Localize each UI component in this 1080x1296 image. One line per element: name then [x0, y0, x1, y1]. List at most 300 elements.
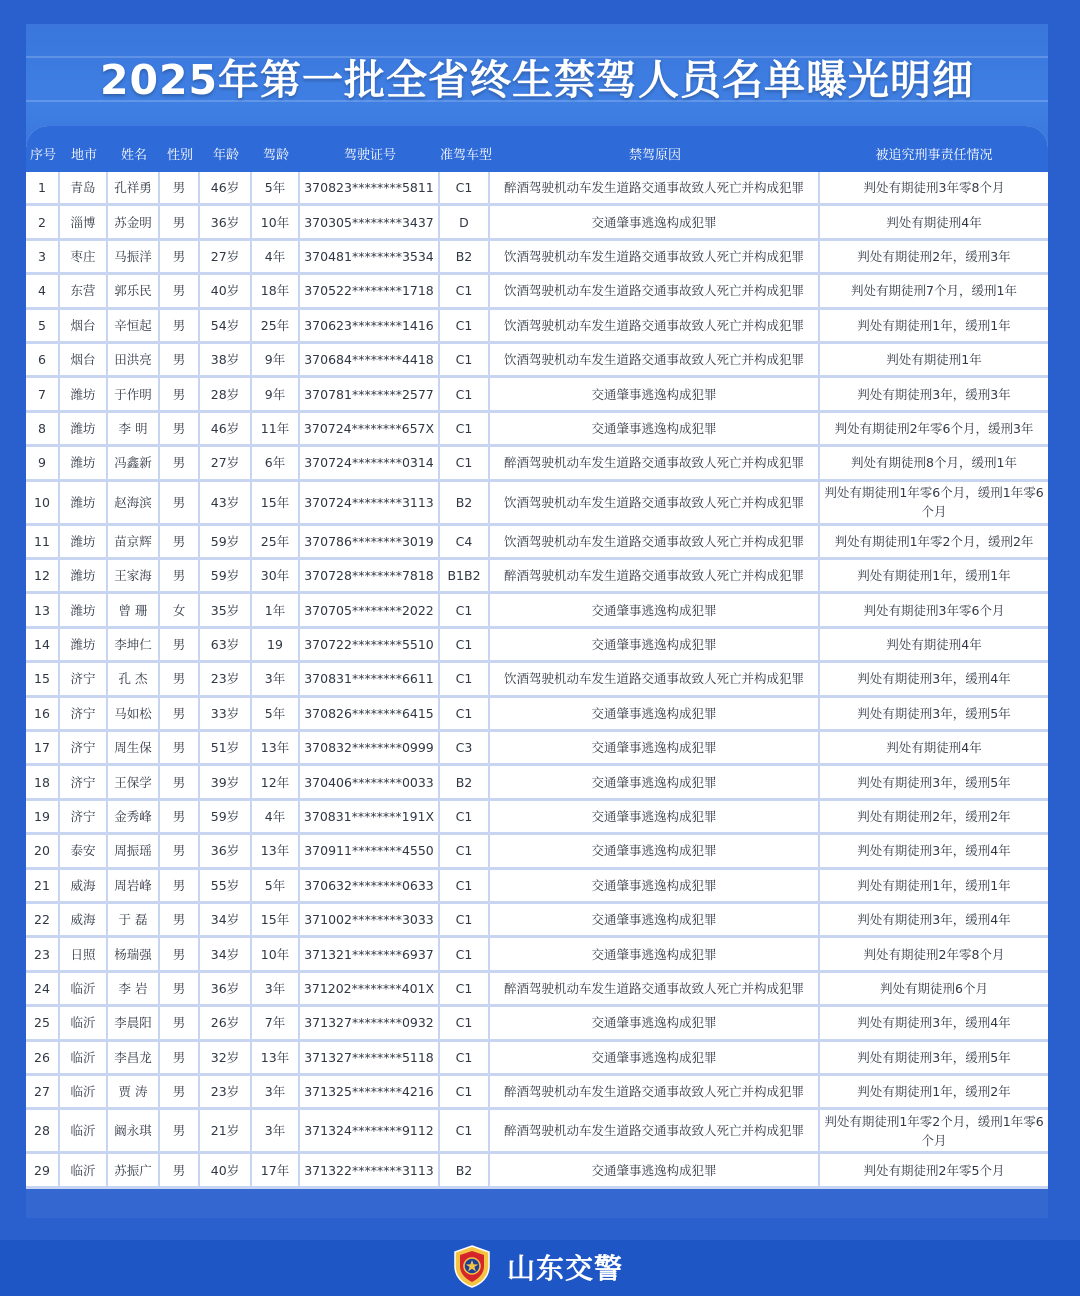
- cell-index: 21: [26, 870, 60, 901]
- header-driving-years: 驾龄: [262, 148, 289, 163]
- cell-index: 2: [26, 206, 60, 237]
- cell-index: 17: [26, 732, 60, 763]
- cell-city: 潍坊: [60, 560, 108, 591]
- data-table: [26, 126, 1048, 1218]
- cell-criminal-liability: 判处有期徒刑1年零2个月，缓刑2年: [834, 533, 1034, 549]
- page-title: 2025年第一批全省终生禁驾人员名单曝光明细: [99, 56, 975, 104]
- cell-city: 威海: [60, 904, 108, 935]
- cell-driving-years: 3年: [252, 1110, 300, 1151]
- cell-vehicle-class: C1: [440, 310, 490, 341]
- cell-age: 27岁: [200, 447, 252, 478]
- cell-age: 34岁: [200, 938, 252, 969]
- cell-age: 46岁: [200, 172, 252, 203]
- cell-age: 54岁: [200, 310, 252, 341]
- cell-ban-reason: 饮酒驾驶机动车发生道路交通事故致人死亡并构成犯罪: [490, 310, 820, 341]
- table-body: [26, 172, 1048, 1218]
- cell-vehicle-class: B2: [440, 241, 490, 272]
- header-index: 序号: [29, 148, 56, 163]
- cell-license-number: 370724********3113: [300, 482, 440, 523]
- cell-ban-reason: 饮酒驾驶机动车发生道路交通事故致人死亡并构成犯罪: [490, 663, 820, 694]
- cell-name: 辛恒起: [108, 310, 160, 341]
- cell-vehicle-class: C1: [440, 378, 490, 409]
- cell-name: 杨瑞强: [108, 938, 160, 969]
- cell-city: 临沂: [60, 1042, 108, 1073]
- cell-criminal-liability: 判处有期徒刑3年，缓刑5年: [857, 774, 1011, 790]
- cell-vehicle-class: C1: [440, 1007, 490, 1038]
- cell-age: 55岁: [200, 870, 252, 901]
- cell-city: 泰安: [60, 835, 108, 866]
- cell-criminal-liability: 判处有期徒刑3年，缓刑3年: [857, 386, 1011, 402]
- cell-license-number: 370305********3437: [300, 206, 440, 237]
- cell-vehicle-class: C1: [440, 1076, 490, 1107]
- cell-license-number: 370705********2022: [300, 594, 440, 625]
- cell-criminal-liability: 判处有期徒刑1年零6个月，缓刑1年零6个月: [824, 485, 1044, 520]
- table-row: [26, 482, 1048, 526]
- cell-index: 6: [26, 344, 60, 375]
- cell-ban-reason: 交通肇事逃逸构成犯罪: [490, 904, 820, 935]
- cell-license-number: 370831********191X: [300, 801, 440, 832]
- cell-index: 18: [26, 766, 60, 797]
- table-row: [26, 904, 1048, 938]
- header-city: 地市: [70, 148, 97, 163]
- cell-license-number: 370481********3534: [300, 241, 440, 272]
- table-row: [26, 594, 1048, 628]
- table-row: [26, 1042, 1048, 1076]
- cell-vehicle-class: C1: [440, 904, 490, 935]
- cell-index: 3: [26, 241, 60, 272]
- cell-criminal-liability: 判处有期徒刑3年，缓刑4年: [857, 671, 1011, 687]
- header-criminal-liability: 被追究刑事责任情况: [875, 148, 993, 163]
- cell-age: 33岁: [200, 698, 252, 729]
- brand-name: 山东交警: [507, 1252, 624, 1285]
- cell-name: 于 磊: [108, 904, 160, 935]
- cell-name: 冯鑫新: [108, 447, 160, 478]
- cell-gender: 男: [160, 698, 200, 729]
- cell-criminal-liability: 判处有期徒刑2年，缓刑3年: [857, 248, 1011, 264]
- cell-ban-reason: 交通肇事逃逸构成犯罪: [490, 766, 820, 797]
- cell-ban-reason: 醉酒驾驶机动车发生道路交通事故致人死亡并构成犯罪: [490, 172, 820, 203]
- cell-city: 临沂: [60, 1076, 108, 1107]
- cell-driving-years: 19: [252, 629, 300, 660]
- cell-gender: 男: [160, 766, 200, 797]
- cell-index: 7: [26, 378, 60, 409]
- table-row: [26, 801, 1048, 835]
- cell-age: 51岁: [200, 732, 252, 763]
- cell-index: 12: [26, 560, 60, 591]
- cell-gender: 男: [160, 344, 200, 375]
- cell-city: 威海: [60, 870, 108, 901]
- cell-city: 烟台: [60, 344, 108, 375]
- cell-name: 周岩峰: [108, 870, 160, 901]
- table-row: [26, 835, 1048, 869]
- cell-city: 济宁: [60, 766, 108, 797]
- table-row: [26, 1110, 1048, 1154]
- cell-ban-reason: 交通肇事逃逸构成犯罪: [490, 378, 820, 409]
- cell-ban-reason: 交通肇事逃逸构成犯罪: [490, 629, 820, 660]
- cell-driving-years: 4年: [252, 801, 300, 832]
- cell-ban-reason: 饮酒驾驶机动车发生道路交通事故致人死亡并构成犯罪: [490, 482, 820, 523]
- cell-age: 46岁: [200, 413, 252, 444]
- cell-age: 38岁: [200, 344, 252, 375]
- cell-city: 潍坊: [60, 526, 108, 557]
- cell-driving-years: 6年: [252, 447, 300, 478]
- cell-driving-years: 5年: [252, 172, 300, 203]
- cell-driving-years: 13年: [252, 1042, 300, 1073]
- cell-driving-years: 9年: [252, 378, 300, 409]
- cell-name: 王家海: [108, 560, 160, 591]
- cell-criminal-liability: 判处有期徒刑3年，缓刑4年: [857, 912, 1011, 928]
- cell-ban-reason: 醉酒驾驶机动车发生道路交通事故致人死亡并构成犯罪: [490, 973, 820, 1004]
- cell-driving-years: 13年: [252, 732, 300, 763]
- cell-criminal-liability: 判处有期徒刑3年零6个月: [863, 602, 1005, 618]
- cell-vehicle-class: C1: [440, 1042, 490, 1073]
- cell-city: 潍坊: [60, 629, 108, 660]
- cell-name: 于作明: [108, 378, 160, 409]
- table-row: [26, 870, 1048, 904]
- cell-index: 26: [26, 1042, 60, 1073]
- table-row: [26, 663, 1048, 697]
- cell-city: 济宁: [60, 732, 108, 763]
- cell-driving-years: 1年: [252, 594, 300, 625]
- cell-vehicle-class: C1: [440, 1110, 490, 1151]
- cell-index: 22: [26, 904, 60, 935]
- cell-name: 李昌龙: [108, 1042, 160, 1073]
- header-license-number: 驾驶证号: [343, 148, 396, 163]
- cell-license-number: 370826********6415: [300, 698, 440, 729]
- cell-age: 23岁: [200, 663, 252, 694]
- cell-criminal-liability: 判处有期徒刑1年: [886, 352, 982, 368]
- cell-gender: 男: [160, 1154, 200, 1185]
- table-row: [26, 526, 1048, 560]
- cell-vehicle-class: B2: [440, 766, 490, 797]
- cell-license-number: 371325********4216: [300, 1076, 440, 1107]
- cell-gender: 男: [160, 870, 200, 901]
- cell-license-number: 370728********7818: [300, 560, 440, 591]
- cell-ban-reason: 醉酒驾驶机动车发生道路交通事故致人死亡并构成犯罪: [490, 447, 820, 478]
- police-emblem-icon: [451, 1244, 493, 1288]
- cell-driving-years: 7年: [252, 1007, 300, 1038]
- cell-driving-years: 3年: [252, 663, 300, 694]
- cell-license-number: 370911********4550: [300, 835, 440, 866]
- cell-license-number: 370781********2577: [300, 378, 440, 409]
- cell-city: 青岛: [60, 172, 108, 203]
- header-vehicle-class: 准驾车型: [440, 148, 493, 163]
- cell-city: 东营: [60, 275, 108, 306]
- cell-name: 郭乐民: [108, 275, 160, 306]
- table-row: [26, 1007, 1048, 1041]
- cell-ban-reason: 醉酒驾驶机动车发生道路交通事故致人死亡并构成犯罪: [490, 1076, 820, 1107]
- cell-index: 20: [26, 835, 60, 866]
- cell-criminal-liability: 判处有期徒刑4年: [886, 214, 982, 230]
- cell-gender: 男: [160, 172, 200, 203]
- cell-age: 59岁: [200, 801, 252, 832]
- cell-criminal-liability: 判处有期徒刑2年，缓刑2年: [857, 808, 1011, 824]
- table-row: [26, 275, 1048, 309]
- cell-ban-reason: 交通肇事逃逸构成犯罪: [490, 698, 820, 729]
- table-row: [26, 413, 1048, 447]
- cell-criminal-liability: 判处有期徒刑8个月，缓刑1年: [851, 455, 1017, 471]
- cell-city: 潍坊: [60, 413, 108, 444]
- table-row: [26, 344, 1048, 378]
- cell-city: 烟台: [60, 310, 108, 341]
- table-row: [26, 973, 1048, 1007]
- table-row: [26, 938, 1048, 972]
- table-row: [26, 172, 1048, 206]
- cell-ban-reason: 饮酒驾驶机动车发生道路交通事故致人死亡并构成犯罪: [490, 344, 820, 375]
- cell-age: 26岁: [200, 1007, 252, 1038]
- cell-gender: 男: [160, 835, 200, 866]
- cell-index: 25: [26, 1007, 60, 1038]
- cell-gender: 男: [160, 938, 200, 969]
- cell-ban-reason: 交通肇事逃逸构成犯罪: [490, 870, 820, 901]
- cell-age: 27岁: [200, 241, 252, 272]
- cell-name: 李坤仁: [108, 629, 160, 660]
- cell-criminal-liability: 判处有期徒刑2年零5个月: [863, 1162, 1005, 1178]
- cell-ban-reason: 交通肇事逃逸构成犯罪: [490, 594, 820, 625]
- cell-name: 苗京辉: [108, 526, 160, 557]
- cell-gender: 男: [160, 413, 200, 444]
- cell-vehicle-class: C1: [440, 698, 490, 729]
- cell-license-number: 371327********5118: [300, 1042, 440, 1073]
- cell-driving-years: 10年: [252, 206, 300, 237]
- cell-vehicle-class: C1: [440, 344, 490, 375]
- cell-ban-reason: 醉酒驾驶机动车发生道路交通事故致人死亡并构成犯罪: [490, 1110, 820, 1151]
- cell-criminal-liability: 判处有期徒刑3年，缓刑5年: [857, 1049, 1011, 1065]
- cell-driving-years: 15年: [252, 904, 300, 935]
- cell-vehicle-class: C1: [440, 663, 490, 694]
- cell-license-number: 370823********5811: [300, 172, 440, 203]
- cell-driving-years: 18年: [252, 275, 300, 306]
- cell-city: 济宁: [60, 801, 108, 832]
- cell-vehicle-class: C1: [440, 413, 490, 444]
- cell-vehicle-class: C1: [440, 973, 490, 1004]
- cell-driving-years: 25年: [252, 526, 300, 557]
- cell-index: 13: [26, 594, 60, 625]
- cell-index: 1: [26, 172, 60, 203]
- table-row: [26, 560, 1048, 594]
- cell-city: 济宁: [60, 698, 108, 729]
- cell-vehicle-class: C1: [440, 594, 490, 625]
- table-row: [26, 206, 1048, 240]
- cell-driving-years: 13年: [252, 835, 300, 866]
- cell-gender: 男: [160, 973, 200, 1004]
- cell-driving-years: 12年: [252, 766, 300, 797]
- cell-criminal-liability: 判处有期徒刑3年，缓刑5年: [857, 705, 1011, 721]
- cell-vehicle-class: C1: [440, 870, 490, 901]
- cell-name: 周振瑶: [108, 835, 160, 866]
- cell-criminal-liability: 判处有期徒刑4年: [886, 740, 982, 756]
- cell-driving-years: 11年: [252, 413, 300, 444]
- cell-city: 枣庄: [60, 241, 108, 272]
- table-row: [26, 732, 1048, 766]
- cell-license-number: 371202********401X: [300, 973, 440, 1004]
- cell-index: 27: [26, 1076, 60, 1107]
- cell-name: 金秀峰: [108, 801, 160, 832]
- header-gender: 性别: [166, 148, 193, 163]
- cell-index: 28: [26, 1110, 60, 1151]
- cell-age: 40岁: [200, 275, 252, 306]
- cell-license-number: 370522********1718: [300, 275, 440, 306]
- cell-license-number: 370724********0314: [300, 447, 440, 478]
- cell-index: 29: [26, 1154, 60, 1185]
- cell-criminal-liability: 判处有期徒刑3年，缓刑4年: [857, 843, 1011, 859]
- cell-name: 马如松: [108, 698, 160, 729]
- cell-criminal-liability: 判处有期徒刑1年，缓刑1年: [857, 568, 1011, 584]
- cell-index: 9: [26, 447, 60, 478]
- cell-driving-years: 5年: [252, 870, 300, 901]
- cell-criminal-liability: 判处有期徒刑1年零2个月，缓刑1年零6个月: [824, 1113, 1044, 1148]
- table-row: [26, 766, 1048, 800]
- cell-vehicle-class: C1: [440, 629, 490, 660]
- cell-vehicle-class: B2: [440, 1154, 490, 1185]
- cell-age: 21岁: [200, 1110, 252, 1151]
- cell-city: 潍坊: [60, 482, 108, 523]
- cell-criminal-liability: 判处有期徒刑1年，缓刑1年: [857, 317, 1011, 333]
- cell-gender: 男: [160, 1007, 200, 1038]
- cell-ban-reason: 交通肇事逃逸构成犯罪: [490, 801, 820, 832]
- cell-age: 59岁: [200, 560, 252, 591]
- cell-criminal-liability: 判处有期徒刑1年，缓刑2年: [857, 1084, 1011, 1100]
- table-header: [26, 126, 1048, 172]
- cell-age: 32岁: [200, 1042, 252, 1073]
- cell-vehicle-class: C3: [440, 732, 490, 763]
- cell-ban-reason: 饮酒驾驶机动车发生道路交通事故致人死亡并构成犯罪: [490, 526, 820, 557]
- cell-license-number: 370632********0633: [300, 870, 440, 901]
- cell-gender: 女: [160, 594, 200, 625]
- cell-age: 39岁: [200, 766, 252, 797]
- cell-city: 潍坊: [60, 378, 108, 409]
- cell-index: 8: [26, 413, 60, 444]
- cell-name: 马振洋: [108, 241, 160, 272]
- table-row: [26, 629, 1048, 663]
- cell-driving-years: 17年: [252, 1154, 300, 1185]
- cell-ban-reason: 交通肇事逃逸构成犯罪: [490, 413, 820, 444]
- cell-license-number: 371324********9112: [300, 1110, 440, 1151]
- cell-city: 临沂: [60, 973, 108, 1004]
- cell-vehicle-class: C1: [440, 835, 490, 866]
- cell-gender: 男: [160, 482, 200, 523]
- cell-gender: 男: [160, 310, 200, 341]
- cell-ban-reason: 饮酒驾驶机动车发生道路交通事故致人死亡并构成犯罪: [490, 241, 820, 272]
- cell-driving-years: 5年: [252, 698, 300, 729]
- cell-driving-years: 25年: [252, 310, 300, 341]
- cell-name: 阚永琪: [108, 1110, 160, 1151]
- cell-license-number: 370623********1416: [300, 310, 440, 341]
- cell-gender: 男: [160, 801, 200, 832]
- cell-gender: 男: [160, 904, 200, 935]
- cell-index: 11: [26, 526, 60, 557]
- cell-age: 63岁: [200, 629, 252, 660]
- cell-city: 临沂: [60, 1154, 108, 1185]
- cell-name: 贾 涛: [108, 1076, 160, 1107]
- cell-vehicle-class: C1: [440, 275, 490, 306]
- cell-gender: 男: [160, 629, 200, 660]
- cell-driving-years: 10年: [252, 938, 300, 969]
- table-row: [26, 447, 1048, 481]
- cell-gender: 男: [160, 241, 200, 272]
- cell-criminal-liability: 判处有期徒刑7个月，缓刑1年: [851, 283, 1017, 299]
- cell-name: 孔 杰: [108, 663, 160, 694]
- cell-driving-years: 4年: [252, 241, 300, 272]
- cell-index: 24: [26, 973, 60, 1004]
- cell-name: 赵海滨: [108, 482, 160, 523]
- cell-driving-years: 30年: [252, 560, 300, 591]
- cell-license-number: 371327********0932: [300, 1007, 440, 1038]
- table-row: [26, 1076, 1048, 1110]
- cell-criminal-liability: 判处有期徒刑3年，缓刑4年: [857, 1015, 1011, 1031]
- cell-criminal-liability: 判处有期徒刑2年零6个月，缓刑3年: [834, 420, 1034, 436]
- cell-driving-years: 3年: [252, 973, 300, 1004]
- cell-gender: 男: [160, 1042, 200, 1073]
- cell-license-number: 370832********0999: [300, 732, 440, 763]
- cell-name: 李晨阳: [108, 1007, 160, 1038]
- cell-criminal-liability: 判处有期徒刑6个月: [880, 980, 988, 996]
- cell-name: 周生保: [108, 732, 160, 763]
- table-row: [26, 1154, 1048, 1188]
- cell-driving-years: 9年: [252, 344, 300, 375]
- cell-age: 36岁: [200, 835, 252, 866]
- cell-name: 孔祥勇: [108, 172, 160, 203]
- cell-index: 15: [26, 663, 60, 694]
- cell-license-number: 370684********4418: [300, 344, 440, 375]
- cell-age: 36岁: [200, 206, 252, 237]
- cell-vehicle-class: B2: [440, 482, 490, 523]
- cell-age: 43岁: [200, 482, 252, 523]
- cell-license-number: 370786********3019: [300, 526, 440, 557]
- cell-vehicle-class: C1: [440, 172, 490, 203]
- cell-city: 济宁: [60, 663, 108, 694]
- cell-index: 5: [26, 310, 60, 341]
- cell-gender: 男: [160, 560, 200, 591]
- cell-name: 李 岩: [108, 973, 160, 1004]
- cell-index: 16: [26, 698, 60, 729]
- cell-city: 淄博: [60, 206, 108, 237]
- cell-license-number: 370724********657X: [300, 413, 440, 444]
- cell-ban-reason: 交通肇事逃逸构成犯罪: [490, 1042, 820, 1073]
- cell-gender: 男: [160, 1076, 200, 1107]
- cell-criminal-liability: 判处有期徒刑4年: [886, 636, 982, 652]
- cell-name: 苏振广: [108, 1154, 160, 1185]
- cell-ban-reason: 交通肇事逃逸构成犯罪: [490, 732, 820, 763]
- cell-city: 临沂: [60, 1110, 108, 1151]
- cell-city: 日照: [60, 938, 108, 969]
- cell-vehicle-class: B1B2: [440, 560, 490, 591]
- cell-license-number: 370722********5510: [300, 629, 440, 660]
- cell-name: 曾 珊: [108, 594, 160, 625]
- cell-gender: 男: [160, 275, 200, 306]
- cell-gender: 男: [160, 447, 200, 478]
- cell-gender: 男: [160, 732, 200, 763]
- cell-gender: 男: [160, 526, 200, 557]
- cell-vehicle-class: C1: [440, 938, 490, 969]
- cell-license-number: 371002********3033: [300, 904, 440, 935]
- cell-ban-reason: 交通肇事逃逸构成犯罪: [490, 938, 820, 969]
- cell-gender: 男: [160, 663, 200, 694]
- cell-index: 4: [26, 275, 60, 306]
- cell-driving-years: 3年: [252, 1076, 300, 1107]
- header-age: 年龄: [212, 148, 239, 163]
- cell-ban-reason: 交通肇事逃逸构成犯罪: [490, 1154, 820, 1185]
- cell-age: 36岁: [200, 973, 252, 1004]
- cell-name: 王保学: [108, 766, 160, 797]
- cell-ban-reason: 交通肇事逃逸构成犯罪: [490, 1007, 820, 1038]
- cell-ban-reason: 醉酒驾驶机动车发生道路交通事故致人死亡并构成犯罪: [490, 560, 820, 591]
- cell-ban-reason: 交通肇事逃逸构成犯罪: [490, 835, 820, 866]
- cell-index: 14: [26, 629, 60, 660]
- cell-gender: 男: [160, 1110, 200, 1151]
- cell-name: 李 明: [108, 413, 160, 444]
- table-row: [26, 310, 1048, 344]
